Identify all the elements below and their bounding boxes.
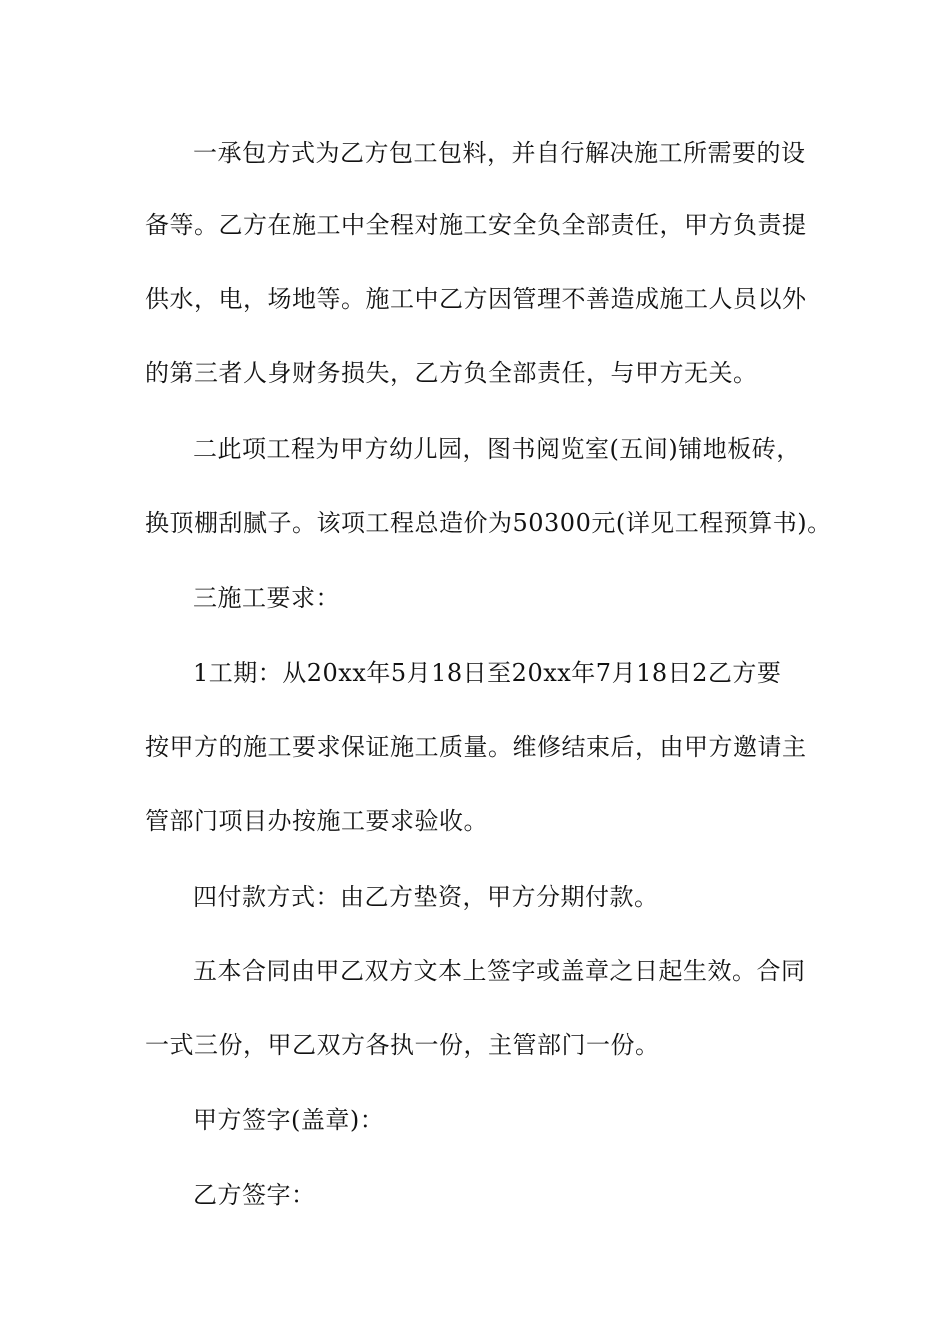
paragraph-4-line-1: 1工期：从20xx年5月18日至20xx年7月18日2乙方要 [193, 659, 782, 687]
paragraph-4-line-3: 管部门项目办按施工要求验收。 [145, 807, 488, 835]
party-b-signature-label: 乙方签字： [193, 1181, 316, 1209]
paragraph-1-line-2: 备等。乙方在施工中全程对施工安全负全部责任，甲方负责提 [145, 211, 807, 239]
paragraph-1-line-1: 一承包方式为乙方包工包料，并自行解决施工所需要的设 [193, 139, 806, 167]
paragraph-1-line-4: 的第三者人身财务损失，乙方负全部责任，与甲方无关。 [145, 359, 758, 387]
party-a-signature-label: 甲方签字(盖章)： [193, 1106, 385, 1134]
payment-method-line: 四付款方式：由乙方垫资，甲方分期付款。 [193, 883, 659, 911]
paragraph-2-line-2: 换顶棚刮腻子。该项工程总造价为50300元(详见工程预算书)。 [145, 509, 832, 537]
paragraph-6-line-1: 五本合同由甲乙双方文本上签字或盖章之日起生效。合同 [193, 957, 806, 985]
paragraph-6-line-2: 一式三份，甲乙双方各执一份，主管部门一份。 [145, 1031, 660, 1059]
section-heading-requirements: 三施工要求： [193, 584, 340, 612]
paragraph-4-line-2: 按甲方的施工要求保证施工质量。维修结束后，由甲方邀请主 [145, 733, 807, 761]
paragraph-1-line-3: 供水，电，场地等。施工中乙方因管理不善造成施工人员以外 [145, 285, 807, 313]
paragraph-2-line-1: 二此项工程为甲方幼儿园，图书阅览室(五间)铺地板砖， [193, 435, 801, 463]
